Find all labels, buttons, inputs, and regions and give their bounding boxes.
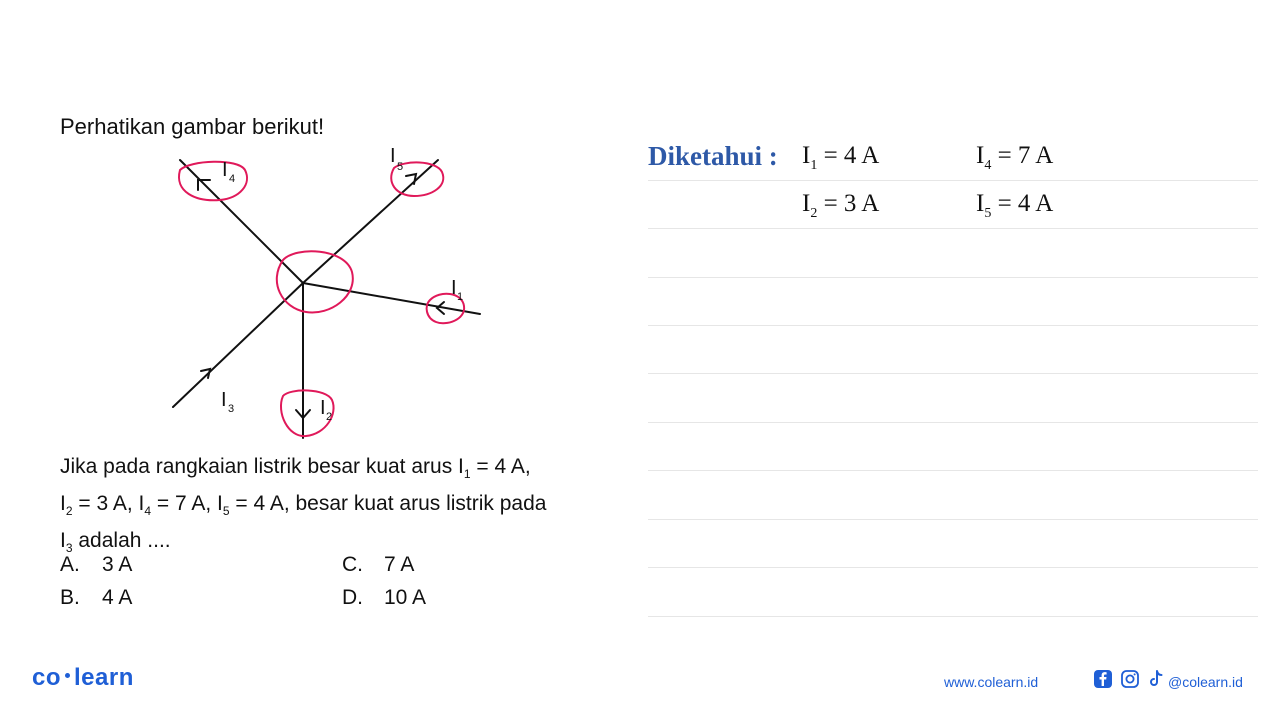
junction-diagram: [160, 140, 490, 440]
logo-dot: [65, 673, 70, 678]
ruled-line: [648, 180, 1258, 181]
arrow-i5: [406, 174, 416, 184]
instagram-icon[interactable]: [1120, 669, 1140, 689]
ruled-line: [648, 325, 1258, 326]
label-i3: I: [221, 389, 227, 411]
label-i2: I: [320, 397, 326, 419]
option-a[interactable]: A. 3 A: [60, 553, 133, 576]
wire-i5: [303, 160, 438, 283]
ruled-line: [648, 616, 1258, 617]
wire-i3: [173, 283, 303, 407]
label-i1-sub: 1: [457, 291, 464, 303]
question-line-2: $I_2 = 3$ A, $I_4 = 7$ A, $I_5 = 4$ A, besar kuat arus listrik pada: [60, 492, 547, 519]
label-i5: I: [390, 145, 396, 167]
question-line-1: Jika pada rangkaian listrik besar kuat arus $I_1 = 4$ A,: [60, 455, 531, 482]
option-b[interactable]: B. 4 A: [60, 586, 133, 609]
label-i3-sub: 3: [228, 403, 235, 415]
label-i4-sub: 4: [229, 173, 236, 185]
known-i1: $I_1 = 4$ A: [802, 142, 880, 173]
tiktok-icon[interactable]: [1146, 669, 1166, 689]
colearn-logo[interactable]: co learn: [32, 664, 134, 691]
label-i5-sub: 5: [397, 161, 404, 173]
label-i2-sub: 2: [326, 411, 333, 423]
social-handle[interactable]: @colearn.id: [1168, 674, 1243, 690]
ruled-line: [648, 422, 1258, 423]
option-d[interactable]: D. 10 A: [342, 586, 427, 609]
ruled-line: [648, 373, 1258, 374]
known-i5: $I_5 = 4$ A: [976, 190, 1054, 221]
option-c[interactable]: C. 7 A: [342, 553, 415, 576]
known-i4: $I_4 = 7$ A: [976, 142, 1054, 173]
highlight-i4: [179, 162, 247, 201]
question-intro: Perhatikan gambar berikut!: [60, 114, 325, 139]
website-link[interactable]: www.colearn.id: [944, 674, 1039, 690]
facebook-icon[interactable]: [1093, 669, 1113, 689]
highlight-junction: [277, 251, 353, 312]
ruled-line: [648, 567, 1258, 568]
known-i2: $I_2 = 3$ A: [802, 190, 880, 221]
question-line-3: $I_3$ adalah ....: [60, 529, 171, 556]
ruled-line: [648, 519, 1258, 520]
label-i1: I: [451, 277, 457, 299]
question-text: [60, 452, 620, 564]
ruled-line: [648, 277, 1258, 278]
ruled-line: [648, 228, 1258, 229]
wire-i4: [180, 160, 303, 283]
label-i4: I: [222, 159, 228, 181]
known-label: Diketahui :: [648, 141, 778, 171]
ruled-line: [648, 470, 1258, 471]
